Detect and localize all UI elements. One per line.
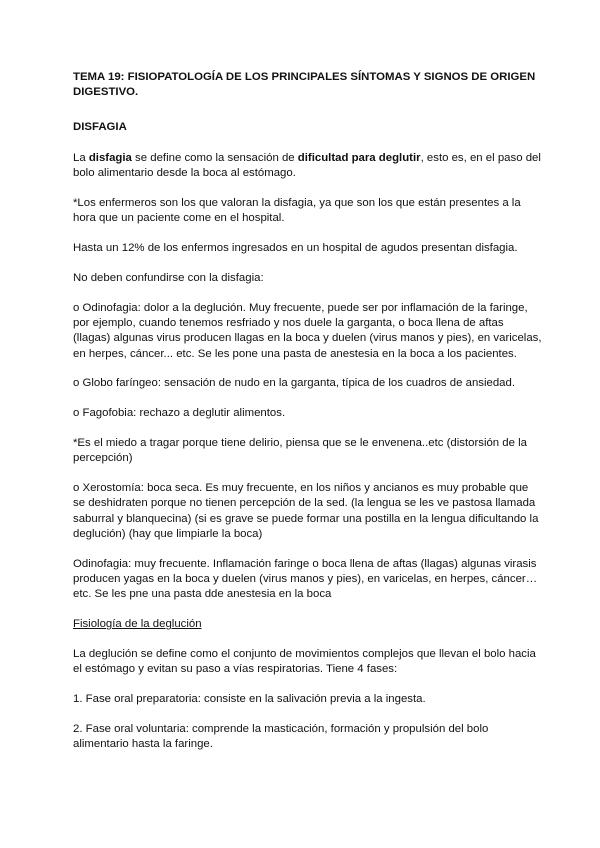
- text-run: se define como la sensación de: [131, 151, 298, 164]
- paragraph-definition: [73, 151, 543, 182]
- section-heading-disfagia: DISFAGIA: [73, 120, 127, 133]
- paragraph-note-fagofobia: *Es el miedo a tragar porque tiene delirio, piensa que se le envenena..etc (distorsión de la percepción): [73, 436, 528, 465]
- bold-term-disfagia: disfagia: [88, 151, 132, 164]
- list-item-fagofobia: o Fagofobia: rechazo a deglutir alimentos.: [73, 407, 286, 420]
- list-item-xerostomia: o Xerostomía: boca seca. Es muy frecuente, en los niños y ancianos es muy probable que se deshidraten porque no tienen percepción de la sed. (la lengua se les ve pastosa llamada saburral y blanquecina) (si es grave se puede formar una postilla en la lengua dificultando la deglución) (hay que limpiarle la boca): [73, 482, 539, 540]
- document-page: [73, 70, 543, 767]
- list-item-fase-1: 1. Fase oral preparatoria: consiste en la salivación previa a la ingesta.: [73, 693, 426, 706]
- document-title: TEMA 19: FISIOPATOLOGÍA DE LOS PRINCIPALES SÍNTOMAS Y SIGNOS DE ORIGEN DIGESTIVO.: [73, 71, 536, 99]
- list-item-odinofagia: o Odinofagia: dolor a la deglución. Muy frecuente, puede ser por inflamación de la faringe, por ejemplo, cuando tenemos resfriado y nos duele la garganta, o boca llena de aftas (llagas) algunas virus producen llagas en la boca y duelen (virus manos y pies), en varicelas, en herpes, cáncer... etc. Se les pone una pasta de anestesia en la boca a los pacientes.: [73, 301, 542, 360]
- list-item-globo-faringeo: o Globo faríngeo: sensación de nudo en la garganta, típica de los cuadros de ansiedad.: [73, 377, 516, 390]
- bold-term-dificultad: dificultad para deglutir: [297, 151, 421, 164]
- text-run: La: [73, 151, 89, 164]
- paragraph-deglucion: La deglución se define como el conjunto de movimientos complejos que llevan el bolo hacia el estómago y evitan su paso a vías respiratorias. Tiene 4 fases:: [73, 647, 536, 676]
- paragraph-note-enfermeros: *Los enfermeros son los que valoran la disfagia, ya que son los que están presentes a la hora que un paciente come en el hospital.: [73, 196, 521, 225]
- paragraph-odinofagia-summary: Odinofagia: muy frecuente. Inflamación faringe o boca llena de aftas (llagas) algunas virasis producen yagas en la boca y duelen (virus manos y pies), en varicelas, en herpes, cáncer…etc. Se les pne una pasta dde anestesia en la boca: [73, 557, 538, 601]
- paragraph-prevalence: Hasta un 12% de los enfermos ingresados en un hospital de agudos presentan disfagia.: [73, 242, 518, 255]
- section-heading-fisiologia: Fisiología de la deglución: [73, 618, 202, 631]
- paragraph-intro-list: No deben confundirse con la disfagia:: [73, 271, 264, 284]
- list-item-fase-2: 2. Fase oral voluntaria: comprende la masticación, formación y propulsión del bolo alimentario hasta la faringe.: [73, 722, 489, 751]
- text-run: , esto es, en el paso del bolo alimentario desde la boca al estómago.: [73, 151, 541, 180]
